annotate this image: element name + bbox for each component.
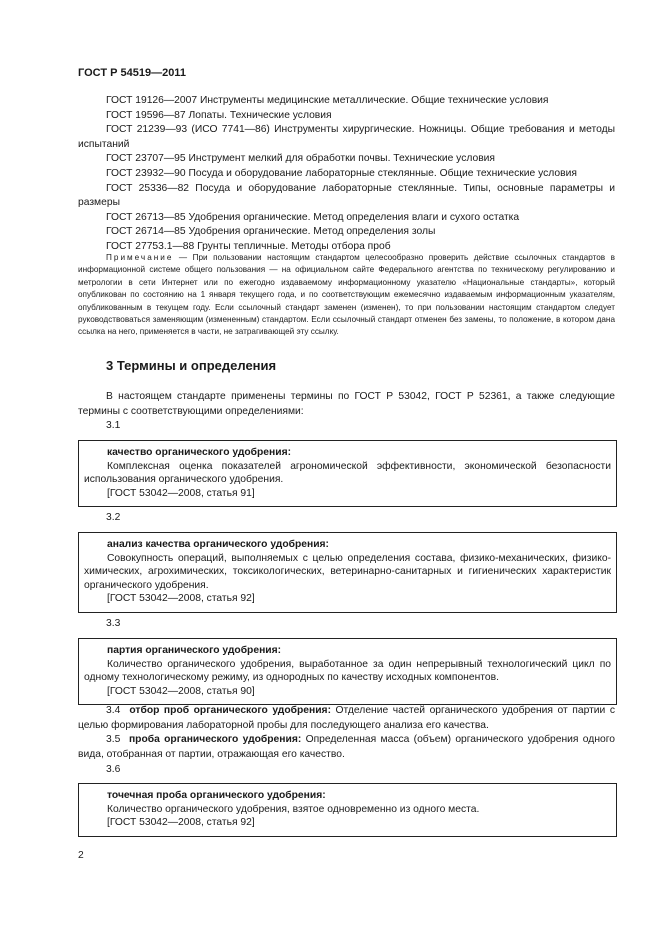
- term-paragraph: [78, 733, 615, 762]
- reference-item: ГОСТ 19126—2007 Инструменты медицинские металлические. Общие технические условия: [106, 95, 549, 106]
- note-text: — При пользовании настоящим стандартом целесообразно проверить действие ссылочных стандартов в информационной системе общего пользования — на официальном сайте Федерального агентства по техническому регулированию и метрологии в сети Интернет или по ежегодно издаваемому информационному указателю «Национальные стандарты», который опубликован по состоянию на 1 января текущего года, и по соответствующим ежемесячно издаваемым информационным указателям, опубликованным в текущем году. Если ссылочный стандарт заменен (изменен), то при пользовании настоящим стандартом следует руководствоваться заменяющим (измененным) стандартом. Если ссылочный стандарт отменен без замены, то положение, в котором дана ссылка на него, применяется в части, не затрагивающей эту ссылку.: [78, 253, 615, 337]
- reference-item: ГОСТ 21239—93 (ИСО 7741—86) Инструменты хирургические. Ножницы. Общие требования и методы испытаний: [78, 124, 615, 150]
- reference-item: ГОСТ 26714—85 Удобрения органические. Метод определения золы: [106, 226, 436, 238]
- term-number: 3.5: [106, 734, 121, 745]
- reference-item: ГОСТ 23932—90 Посуда и оборудование лабораторные стеклянные. Общие технические условия: [106, 167, 577, 179]
- section-intro: В настоящем стандарте применены термины по ГОСТ Р 53042, ГОСТ Р 52361, а также следующие термины с соответствующими определениями:: [78, 391, 615, 417]
- section-title: 3 Термины и определения: [106, 358, 277, 373]
- term-source: [ГОСТ 53042—2008, статья 90]: [107, 685, 255, 697]
- term-box: [78, 783, 617, 837]
- term-number: 3.6: [106, 764, 121, 775]
- term-box: [78, 440, 617, 507]
- document-header: ГОСТ Р 54519—2011: [78, 67, 186, 79]
- term-number: 3.3: [106, 618, 121, 629]
- term-title: проба органического удобрения:: [128, 734, 302, 745]
- term-source: [ГОСТ 53042—2008, статья 92]: [107, 593, 255, 605]
- term-title: точечная проба органического удобрения:: [107, 790, 326, 801]
- note-label: Примечание: [106, 253, 174, 262]
- term-source: [ГОСТ 53042—2008, статья 92]: [107, 817, 255, 829]
- term-title: партия органического удобрения:: [107, 645, 282, 656]
- reference-item: ГОСТ 26713—85 Удобрения органические. Метод определения влаги и сухого остатка: [106, 211, 520, 223]
- term-number: 3.1: [106, 420, 121, 431]
- reference-item: ГОСТ 19596—87 Лопаты. Технические условия: [106, 109, 332, 121]
- term-title: анализ качества органического удобрения:: [107, 539, 329, 550]
- reference-item: ГОСТ 25336—82 Посуда и оборудование лабораторные стеклянные. Типы, основные параметры и размеры: [78, 182, 615, 209]
- term-definition: Отделение частей органического удобрения от партии с целью формирования лабораторной пробы для последующего анализа его качества.: [78, 705, 615, 731]
- term-paragraph: [78, 704, 615, 733]
- term-definition: Определенная масса (объем) органического удобрения одного вида, отобранная от партии, отражающая его качество.: [78, 734, 615, 760]
- term-definition: Количество органического удобрения, взятое одновременно из одного места.: [107, 803, 480, 815]
- term-definition: Совокупность операций, выполняемых с целью определения состава, физико-механических, физико-химических, агрохимических, токсикологических, ветеринарно-санитарных и гигиенических характеристик органического удобрения.: [84, 552, 611, 591]
- term-title: отбор проб органического удобрения:: [129, 705, 331, 716]
- reference-item: ГОСТ 23707—95 Инструмент мелкий для обработки почвы. Технические условия: [106, 153, 496, 165]
- reference-item: ГОСТ 27753.1—88 Грунты тепличные. Методы отбора проб: [106, 240, 391, 252]
- term-box: [78, 638, 617, 705]
- note-block: [78, 252, 615, 339]
- term-number: 3.4: [106, 705, 121, 716]
- term-box: [78, 532, 617, 613]
- term-title: качество органического удобрения:: [107, 447, 292, 458]
- term-definition: Количество органического удобрения, выработанное за один непрерывный технологический цикл по одному технологическому режиму, из однородных по качеству исходных компонентов.: [84, 658, 611, 684]
- term-definition: Комплексная оценка показателей агрономической эффективности, экономической безопасности использования органического удобрения.: [84, 460, 611, 486]
- reference-list: [78, 94, 615, 255]
- page-number: 2: [78, 850, 84, 861]
- term-source: [ГОСТ 53042—2008, статья 91]: [107, 487, 255, 499]
- term-number: 3.2: [106, 512, 121, 523]
